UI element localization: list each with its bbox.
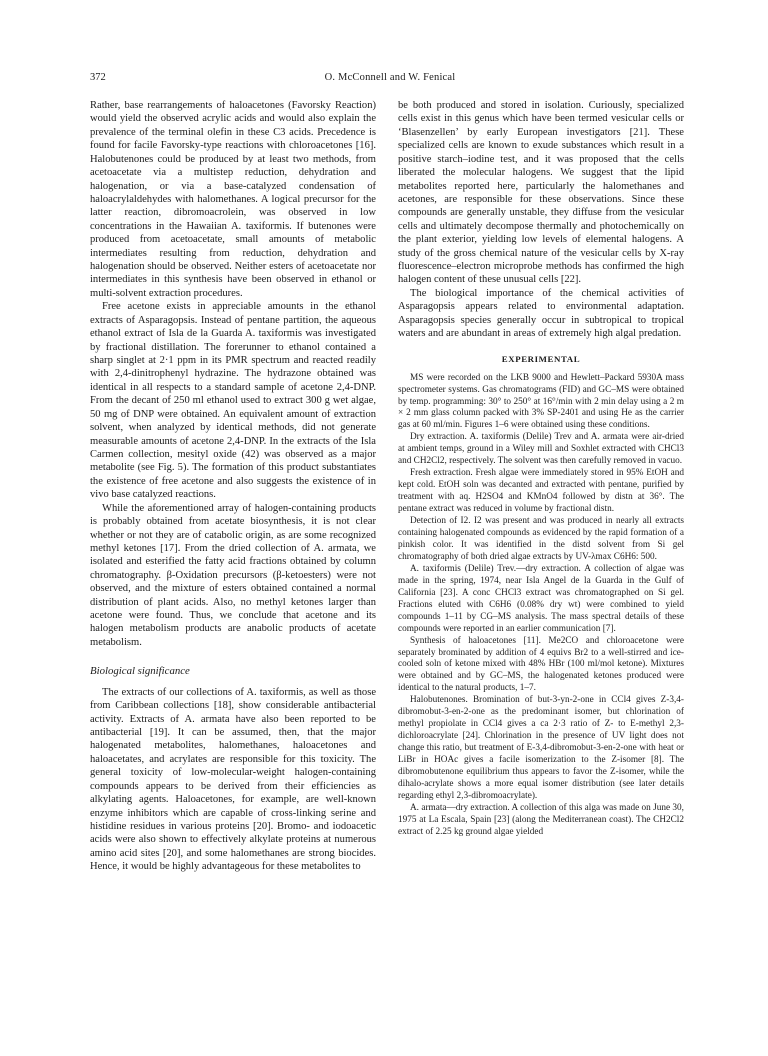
experimental-paragraph: A. taxiformis (Delile) Trev.—dry extraction. A collection of algae was made in the spring, 1974, near Isla Angel de la Guarda in the Gulf of California [23]. A conc CHCl3 extract was chromatographed on Si gel. Fractions eluted with C6H6 (0.08% dry wt) were combined to yield compounds 1–11 by CG–MS analysis. The mass spectral details of these compounds were reported in an earlier communication [7]. [398,563,684,634]
experimental-heading: EXPERIMENTAL [501,353,581,364]
left-column [90,99,376,874]
experimental-paragraph: Dry extraction. A. taxiformis (Delile) Trev and A. armata were air-dried at ambient temps, ground in a Wiley mill and Soxhlet extracted with CHCl3 and CH2Cl2, respectively. The solvent was then carefully removed in vacuo. [398,432,684,467]
experimental-paragraph: Fresh extraction. Fresh algae were immediately stored in 95% EtOH and kept cold. EtOH soln was decanted and extracted with pentane, purified by treatment with aq. H2SO4 and KMnO4 followed by distn at 36°. The pentane extract was reduced in volume by fractional distn. [398,468,684,515]
paragraph: The extracts of our collections of A. taxiformis, as well as those from Caribbean collections [18], show considerable antibacterial activity. Extracts of A. armata have also been reported to be antibacterial [19]. It can be assumed, then, that the major halogenated metabolites, halomethanes, haloacetones and haloacetates, and acrylates are responsible for this toxicity. The general toxicity of low-molecular-weight halogen-containing compounds appears to be derived from their efficiencies as alkylating agents. Haloacetones, for example, are well-known enzyme inhibitors which are capable of cross-linking serine and histidine residues in various proteins [20]. Bromo- and iodoacetic acids were also shown to effectively alkylate proteins at numerous amino acid sites [20], and some halomethanes are strong biocides. Hence, it would be highly advantageous for these metabolites to [90,686,376,873]
experimental-paragraph: Halobutenones. Bromination of but-3-yn-2-one in CCl4 gives Z-3,4-dibromobut-3-en-2-one as the predominant isomer, but chlorination of methyl propiolate in CCl4 gives a ca 2·3 ratio of Z- to E-methyl 2,3-dichloroacrylate [24]. Chlorination in the presence of UV light does not change this ratio, but treatment of E-3,4-dibromobut-3-en-2-one with heat or LiBr in HOAc gives a facile isomerization to the Z-isomer [8]. The dibromobutenone equilibrium thus appears to favor the Z-isomer, while the dihalo-acrylate shows a more equal isomer distribution (see later details regarding ethyl 2,3-dibromoacrylate). [398,695,684,801]
paragraph: Free acetone exists in appreciable amounts in the ethanol extracts of Asparagopsis. Instead of pentane partition, the aqueous ethanol extract of Isla de la Guarda A. taxiformis was investigated by fractional distillation. The forerunner to ethanol contained a sharp singlet at 2·1 ppm in its PMR spectrum and reacted readily with 2,4-dinitrophenyl hydrazine. The hydrazone obtained was identical in all respects to a standard sample of acetone 2,4-DNP. From the decant of 250 ml ethanol used to extract 300 g wet algae, 50 mg of DNP were obtained. An equivalent amount of extraction solvent, when analyzed by identical methods, did not generate measurable amounts of acetone 2,4-DNP. In the extracts of the Isla Carmen collection, mesityl oxide (42) was observed as a major metabolite (see Fig. 5). The formation of this product substantiates the existence of free acetone and also suggests the existence of in vivo base catalyzed reactions. [90,301,376,501]
experimental-paragraph: Synthesis of haloacetones [11]. Me2CO and chloroacetone were separately brominated by addition of 4 equivs Br2 to a well-stirred and ice-cooled soln of ketone mixed with 48% HBr (100 ml/mol ketone). Mixtures were obtained and by GC–MS, the halogenated ketones produced were identical to the natural products, 1–7. [398,635,684,694]
left-body-text [90,99,376,874]
experimental-paragraph: MS were recorded on the LKB 9000 and Hewlett–Packard 5930A mass spectrometer systems. Gas chromatograms (FID) and GC–MS were obtained by temp. programming: 30° to 250° at 16°/min with 2 min delay using a 2 m × 2 mm glass column packed with 3% SP-2401 and using He as the carrier gas at 60 ml/min. Figures 1–6 were obtained using these conditions. [398,372,684,431]
running-head [90,72,690,88]
paragraph: be both produced and stored in isolation. Curiously, specialized cells exist in this genus which have been termed vesicular cells or ‘Blasenzellen’ by early European investigators [21]. These specialized cells are known to exude substances which result in a positive starch–iodine test, and it was proposed that the cells liberated the molecular halogens. We suggest that the lipid metabolites reported here, particularly the halomethanes and acetones, are responsible for these observations. Since these compounds are generally unstable, they diffuse from the vesicular cells and ultimately decompose thermally and photochemically on the plant exterior, yielding low levels of elemental halogens. A study of the gross chemical nature of the vesicular cells by X-ray fluorescence–electron microprobe methods has confirmed the high halogen content of these unusual cells [22]. [398,100,684,286]
page-number: 372 [90,72,106,83]
experimental-text [398,373,684,839]
right-body-text [398,99,684,341]
right-column [398,99,684,839]
paragraph: While the aforementioned array of halogen-containing products is probably obtained from acetate biosynthesis, it is not clear whether or not they are of catabolic origin, as are some recognized methyl ketones [17]. From the dried collection of A. armata, we isolated and esterified the fatty acid fractions obtained by column chromatography. β-Oxidation precursors (β-ketoesters) were not observed, and the mixture of esters obtained contained a normal distribution of plant acids. Also, no methyl ketones larger than acetone were found. Thus, we conclude that acetone and its halogen metabolism products are anabolic products of acetate metabolism. [90,502,376,648]
paragraph: Rather, base rearrangements of haloacetones (Favorsky Reaction) would yield the observed acrylic acids and would also explain the prevalence of the terminal olefin in these C3 acids. Precedence is found for facile Favorsky-type reactions with chloroacetones [16]. Halobutenones could be produced by at least two methods, from acetoacetate via a multistep reduction, dehydration and halogenation, or via a base-catalyzed condensation of haloacrylaldehydes with halomethanes. A logical precursor for the latter reaction, dibromoacrolein, was observed in low concentrations in the Hawaiian A. taxiformis. If butenones were produced from acetoacetate, small amounts of metabolic intermediates resulting from reduction, dehydration and halogenation should be observed. Neither esters of acetoacetate nor intermediates in this synthesis have been observed in ethanol or multi-solvent extraction procedures. [90,100,376,299]
paragraph: The biological importance of the chemical activities of Asparagopsis appears related to environmental adaptation. Asparagopsis species generally occur in subtropical to tropical waters and are abundant in areas of extremely high algal predation. [398,287,684,340]
running-title: O. McConnell and W. Fenical [324,72,456,83]
section-heading: Biological significance [90,665,190,678]
experimental-paragraph: A. armata—dry extraction. A collection of this alga was made on June 30, 1975 at La Escala, Spain [23] (along the Mediterranean coast). The CH2Cl2 extract of 2.25 kg ground algae yielded [398,802,684,837]
experimental-paragraph: Detection of I2. I2 was present and was produced in nearly all extracts containing halogenated compounds as evidenced by the rapid formation of a pinkish color. It was identified in the distd solvent from Si gel chromatography of both dried algae extracts by UV-λmax C6H6: 500. [398,516,684,562]
